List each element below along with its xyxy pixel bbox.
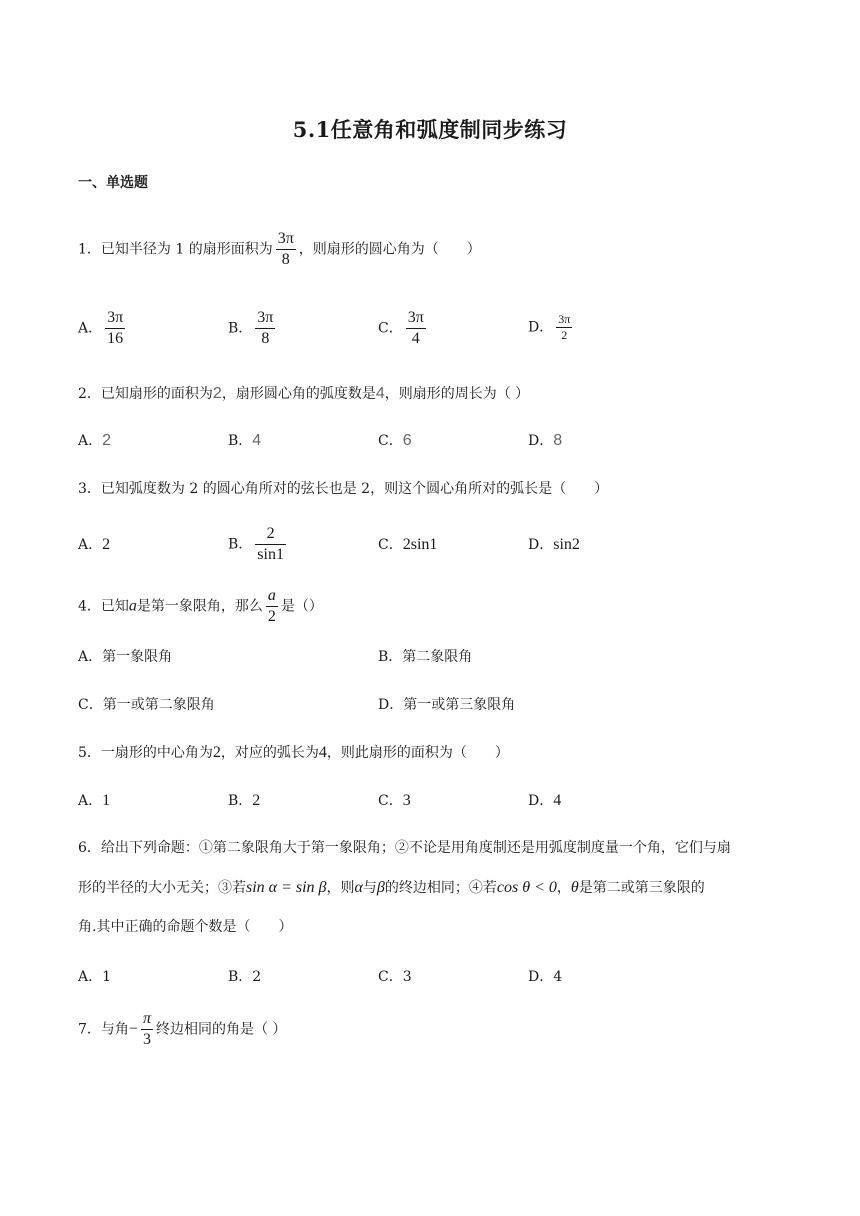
q3-option-c: C．2sin1 <box>378 536 438 553</box>
q2-option-d: D．8 <box>528 432 563 449</box>
question-7: 7．与角− $\frac{\pi}{3}$ 终边相同的角是（ ） <box>78 1010 287 1048</box>
q1-option-d: D． $\frac{3\pi}{2}$ <box>528 312 571 342</box>
q3-option-d: D．sin2 <box>528 536 580 553</box>
q5-option-b: B．2 <box>228 792 261 809</box>
q6-option-d: D．4 <box>528 969 563 985</box>
q2-option-a: A．2 <box>78 432 112 449</box>
question-6-line-1: 6．给出下列命题：①第二象限角大于第一象限角；②不论是用角度制还是用弧度制度量一个角，它们与扇 <box>78 840 731 856</box>
q6-option-b: B．2 <box>228 969 262 985</box>
question-1: 1．已知半径为 1 的扇形面积为 $\frac{3\pi}{8}$ ，则扇形的圆心角为（ ） <box>78 230 481 268</box>
question-5: 5．一扇形的中心角为2，对应的弧长为4，则此扇形的面积为（ ） <box>78 744 509 761</box>
q1-option-a: A． $\frac{3\pi}{16}$ <box>78 309 124 347</box>
q4-option-a: A．第一象限角 <box>78 649 173 665</box>
q4-option-d: D．第一或第三象限角 <box>378 697 516 713</box>
q6-option-c: C．3 <box>378 969 412 985</box>
q1-option-c: C． $\frac{3\pi}{4}$ <box>378 309 424 347</box>
q2-option-c: C．6 <box>378 432 412 449</box>
page-title: 5.1任意角和弧度制同步练习 <box>292 117 568 142</box>
q5-option-a: A．1 <box>78 792 111 809</box>
section-heading: 一、单选题 <box>78 175 148 191</box>
q2-option-b: B．4 <box>228 432 262 449</box>
q3-option-a: A．2 <box>78 536 111 553</box>
question-3: 3．已知弧度数为 2 的圆心角所对的弦长也是 2，则这个圆心角所对的弧长是（ ） <box>78 481 609 497</box>
question-6-line-3: 角.其中正确的命题个数是（ ） <box>78 919 293 935</box>
q5-option-d: D．4 <box>528 792 562 809</box>
q4-option-b: B．第二象限角 <box>378 649 473 665</box>
q4-option-c: C．第一或第二象限角 <box>78 697 215 713</box>
question-4: 4．已知a是第一象限角，那么 $\frac{a}{2}$ 是（） <box>78 587 323 625</box>
q6-option-a: A．1 <box>78 969 112 985</box>
q5-option-c: C．3 <box>378 792 411 809</box>
q1-fraction: $\frac{3\pi}{8}$ <box>277 230 294 268</box>
q3-option-b: B． $\frac{2}{\sin 1}$ <box>228 525 284 563</box>
question-6-line-2: 形的半径的大小无关；③若sin α = sin β，则α与β的终边相同；④若cos θ < 0，θ是第二或第三象限的 <box>78 879 705 896</box>
question-2: 2．已知扇形的面积为2，扇形圆心角的弧度数是4，则扇形的周长为（ ） <box>78 385 530 402</box>
q1-option-b: B． $\frac{3\pi}{8}$ <box>228 309 274 347</box>
